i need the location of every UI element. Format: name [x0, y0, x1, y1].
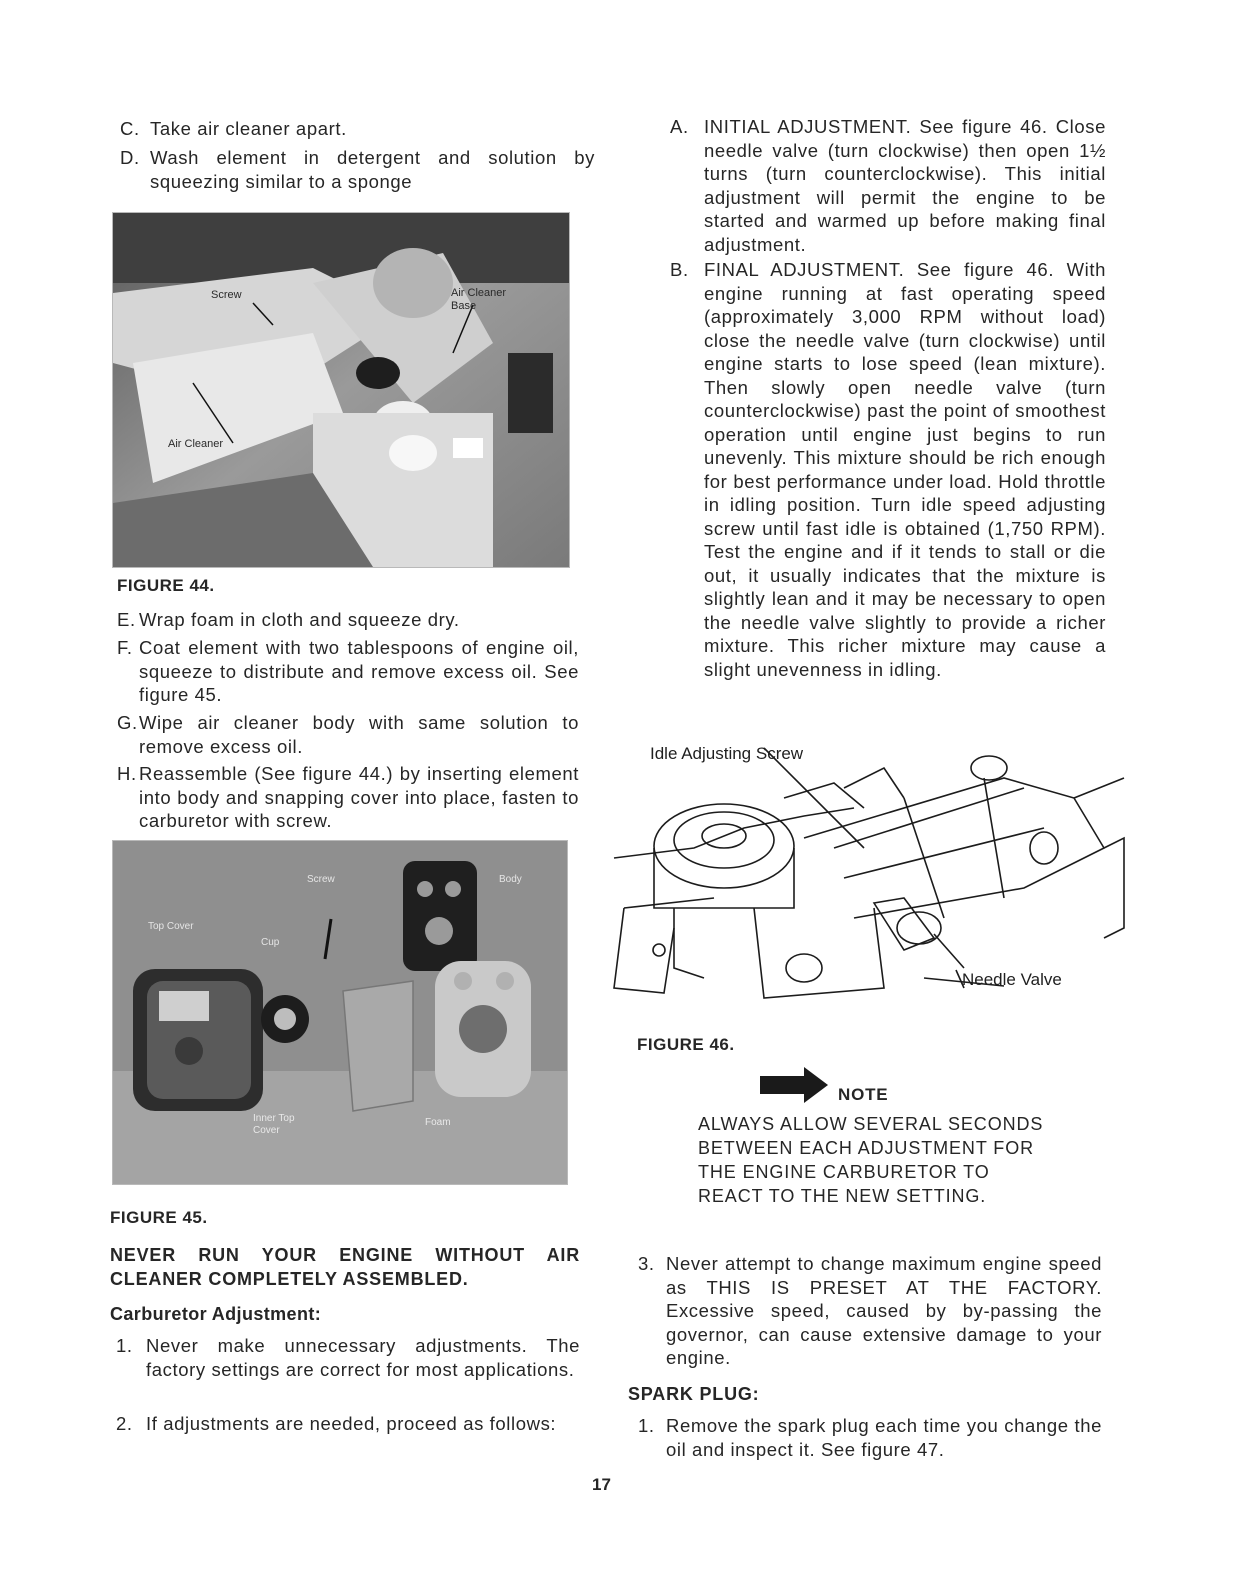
fig45-label-screw: Screw [307, 874, 335, 885]
step-1-label: 1. [116, 1335, 133, 1356]
carburetor-heading: Carburetor Adjustment: [110, 1304, 322, 1324]
fig44-label-screw: Screw [211, 289, 242, 301]
step-a-text: INITIAL ADJUSTMENT. See figure 46. Close needle valve (turn clockwise) then open 1½ turns (turn counterclockwise). This initial adjustment will permit the engine to be started and warmed up before making final adjustment. [704, 116, 1106, 255]
step-d-label: D. [120, 147, 140, 168]
step-1-text: Never make unnecessary adjustments. The factory settings are correct for most applications. [146, 1335, 580, 1380]
air-cleaner-photo-art [113, 213, 569, 567]
fig45-label-top-cover: Top Cover [148, 921, 194, 932]
step-b-text: FINAL ADJUSTMENT. See figure 46. With engine running at fast operating speed (approximately 3,000 RPM without load) close the needle valve (turn clockwise) until engine starts to lose speed (lean mixture). Then slowly open needle valve (turn counterclockwise) past the point of smoothest operation until engine just begins to run unevenly. This mixture should be rich enough for best performance under load. Hold throttle in idling position. Turn idle speed adjusting screw until fast idle is obtained (1,750 RPM). Test the engine and if it tends to stall or die out, it usually indicates that the mixture is slightly lean and it may be necessary to open the needle valve slightly to provide a richer mixture. This richer mixture may cause a slight unevenness in idling. [704, 259, 1106, 680]
note-text: ALWAYS ALLOW SEVERAL SECONDS BETWEEN EACH ADJUSTMENT FOR THE ENGINE CARBURETOR TO REACT TO THE NEW SETTING. [698, 1114, 1044, 1206]
step-h-label: H. [117, 763, 137, 784]
step-a-label: A. [670, 116, 689, 137]
step-d-text: Wash element in detergent and solution by squeezing similar to a sponge [150, 147, 595, 192]
note-title: NOTE [838, 1085, 889, 1104]
fig46-label-needle-valve: Needle Valve [962, 970, 1062, 989]
step-2-text: If adjustments are needed, proceed as follows: [146, 1413, 557, 1434]
warning-text: NEVER RUN YOUR ENGINE WITHOUT AIR CLEANER COMPLETELY ASSEMBLED. [110, 1245, 580, 1289]
step-f-text: Coat element with two tablespoons of engine oil, squeeze to distribute and remove excess oil. See figure 45. [139, 637, 579, 705]
step-e-label: E. [117, 609, 136, 630]
figure-44-caption: FIGURE 44. [117, 576, 215, 595]
fig45-label-body: Body [499, 874, 522, 885]
fig44-label-air-cleaner-base: Air Cleaner Base [451, 287, 507, 312]
fig45-label-inner-top-cover: Inner Top Cover [253, 1113, 295, 1136]
spark-step-1-label: 1. [638, 1415, 655, 1436]
note-arrow-icon [760, 1065, 830, 1105]
step-2-label: 2. [116, 1413, 133, 1434]
step-3-label: 3. [638, 1253, 655, 1274]
figure-46-drawing [604, 738, 1134, 1026]
spark-plug-heading: SPARK PLUG: [628, 1384, 760, 1404]
figure-44-photo [112, 212, 570, 568]
step-c-text: Take air cleaner apart. [150, 118, 347, 139]
step-e-text: Wrap foam in cloth and squeeze dry. [139, 609, 460, 630]
fig45-label-cup: Cup [261, 937, 280, 948]
page-number: 17 [592, 1475, 611, 1494]
fig46-label-idle-screw: Idle Adjusting Screw [650, 744, 804, 763]
figure-46-caption: FIGURE 46. [637, 1035, 735, 1054]
fig45-label-foam: Foam [425, 1117, 451, 1128]
spark-step-1-text: Remove the spark plug each time you change the oil and inspect it. See figure 47. [666, 1415, 1102, 1460]
figure-45-photo [112, 840, 568, 1185]
step-g-text: Wipe air cleaner body with same solution to remove excess oil. [139, 712, 579, 757]
step-h-text: Reassemble (See figure 44.) by inserting element into body and snapping cover into place, fasten to carburetor with screw. [139, 763, 579, 831]
figure-45-caption: FIGURE 45. [110, 1208, 208, 1227]
step-c-label: C. [120, 118, 140, 139]
step-f-label: F. [117, 637, 133, 658]
step-b-label: B. [670, 259, 689, 280]
air-cleaner-parts-photo-art [113, 841, 567, 1184]
fig44-label-air-cleaner: Air Cleaner [168, 438, 224, 450]
step-3-text: Never attempt to change maximum engine speed as THIS IS PRESET AT THE FACTORY. Excessive speed, caused by by-passing the governor, can cause extensive damage to your engine. [666, 1253, 1102, 1368]
step-g-label: G. [117, 712, 138, 733]
